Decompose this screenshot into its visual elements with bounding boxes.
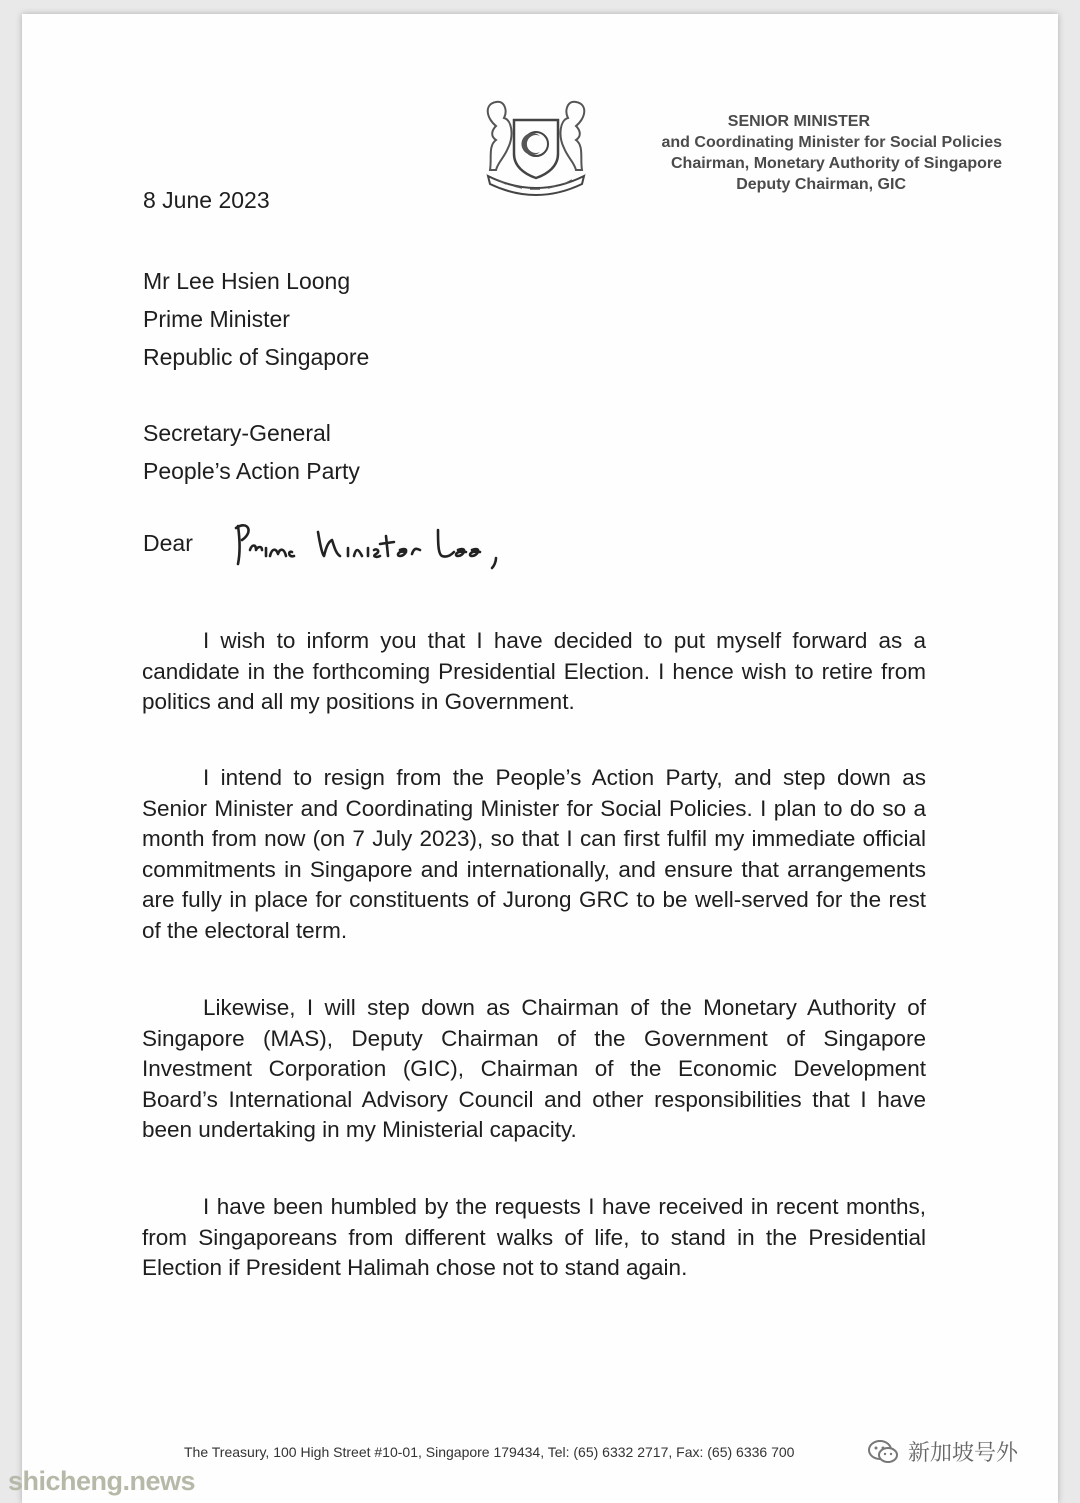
handwritten-salutation — [230, 514, 530, 574]
salutation: Dear — [143, 530, 193, 556]
letterhead-line: Chairman, Monetary Authority of Singapore — [671, 155, 1002, 172]
recipient-block-2 — [143, 414, 360, 490]
recipient-org: Republic of Singapore — [143, 344, 370, 370]
site-watermark: shicheng.news — [8, 1466, 196, 1496]
paragraph: I have been humbled by the requests I have received in recent months, from Singaporeans from different walks of life, to stand in the Presidential Election if President Halimah chose not to stand again. — [142, 1194, 926, 1280]
letterhead-line: Deputy Chairman, GIC — [736, 176, 906, 193]
recipient-org-2: People’s Action Party — [143, 458, 360, 484]
letter-footer: The Treasury, 100 High Street #10-01, Singapore 179434, Tel: (65) 6332 2717, Fax: (65) 6336 700 — [184, 1444, 795, 1460]
paragraph: Likewise, I will step down as Chairman of the Monetary Authority of Singapore (MAS), Deputy Chairman of the Government of Singapore Investment Corporation (GIC), Chairman of the Economic Development Board’s International Advisory Council and other responsibilities that I have been undertaking in my Ministerial capacity. — [142, 995, 926, 1142]
recipient-block — [143, 262, 369, 376]
letterhead-line: SENIOR MINISTER — [727, 113, 870, 130]
recipient-name: Mr Lee Hsien Loong — [143, 268, 351, 294]
letter-date: 8 June 2023 — [143, 187, 270, 213]
wechat-icon — [866, 1438, 900, 1466]
letterhead-line: and Coordinating Minister for Social Policies — [661, 134, 1002, 151]
singapore-coat-of-arms-icon — [474, 96, 598, 198]
letterhead — [582, 111, 1002, 195]
wechat-account — [866, 1436, 1018, 1467]
recipient-title-2: Secretary-General — [143, 420, 331, 446]
wechat-account-name: 新加坡号外 — [908, 1440, 1019, 1465]
paragraph: I intend to resign from the People’s Action Party, and step down as Senior Minister and Coordinating Minister for Social Policies. I plan to do so a month from now (on 7 July 2023), so that I can first fulfil my immediate official commitments in Singapore and internationally, and ensure that arrangements are fully in place for constituents of Jurong GRC to be well-served for the rest of the electoral term. — [142, 765, 926, 943]
recipient-title: Prime Minister — [143, 306, 290, 332]
paragraph: I wish to inform you that I have decided to put myself forward as a candidate in the forthcoming Presidential Election. I hence wish to retire from politics and all my positions in Government. — [142, 628, 926, 714]
